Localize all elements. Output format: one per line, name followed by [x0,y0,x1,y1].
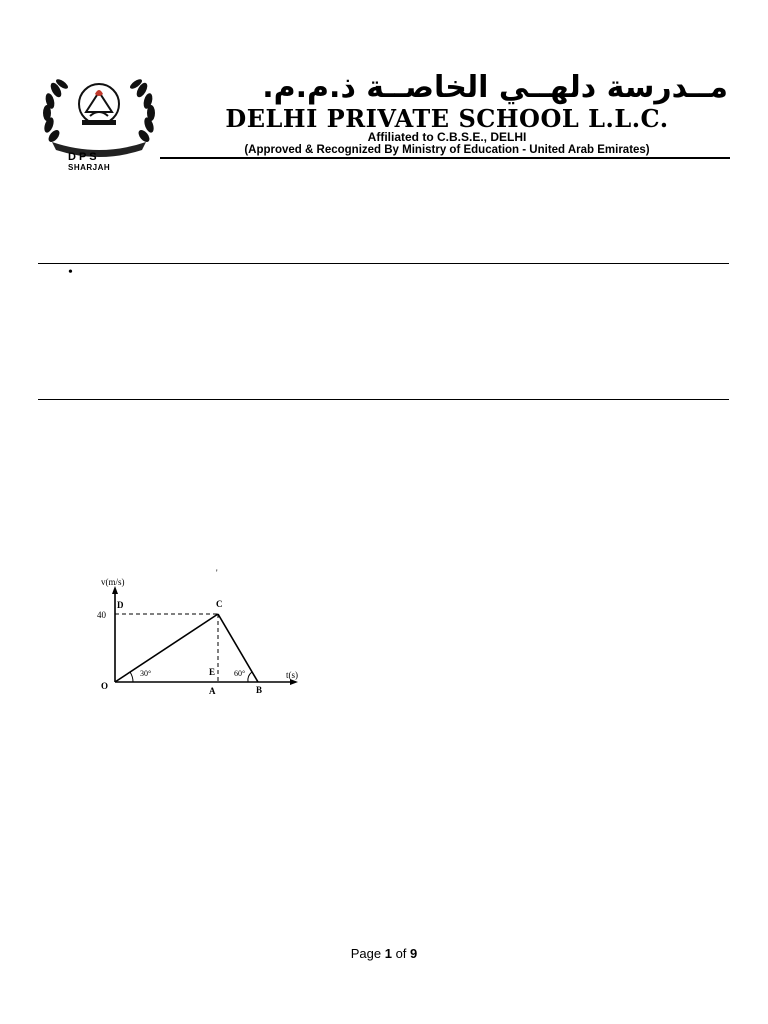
divider-top [38,263,729,264]
angle-label-right: 60° [234,669,246,678]
point-label-c: C [216,599,223,609]
school-name-arabic: مــدرسة دلهــي الخاصــة ذ.م.م. [262,70,728,105]
divider-bottom [38,399,729,400]
angle-arc-left [130,672,133,682]
point-label-d: D [117,600,124,610]
point-label-o: O [101,681,109,691]
bullet-point: • [68,265,73,280]
affiliation-line: Affiliated to C.B.S.E., DELHI [367,130,527,144]
page-total: 9 [410,946,418,961]
velocity-time-graph [92,566,314,706]
x-axis-label: t(s) [286,670,298,680]
page-middle: of [391,946,411,961]
school-header [38,68,730,172]
point-label-b: B [256,685,263,695]
y-tick-label: 40 [97,610,106,620]
logo-dps-text: DPS [68,151,100,163]
y-axis-label: v(m/s) [101,577,125,587]
page-current: 1 [384,946,392,961]
tick-mark: ' [216,568,218,578]
header-underline [160,157,730,159]
y-axis-arrow [112,586,118,594]
angle-arc-right [248,672,252,682]
page-prefix: Page [350,946,385,961]
point-label-a: A [209,686,216,696]
page-footer [0,946,768,961]
point-label-e: E [209,667,216,677]
approval-line: (Approved & Recognized By Ministry of Education - United Arab Emirates) [244,144,650,156]
angle-label-left: 30° [140,669,152,678]
logo-city-text: SHARJAH [68,163,111,172]
school-name: DELHI PRIVATE SCHOOL L.L.C. [225,104,669,133]
